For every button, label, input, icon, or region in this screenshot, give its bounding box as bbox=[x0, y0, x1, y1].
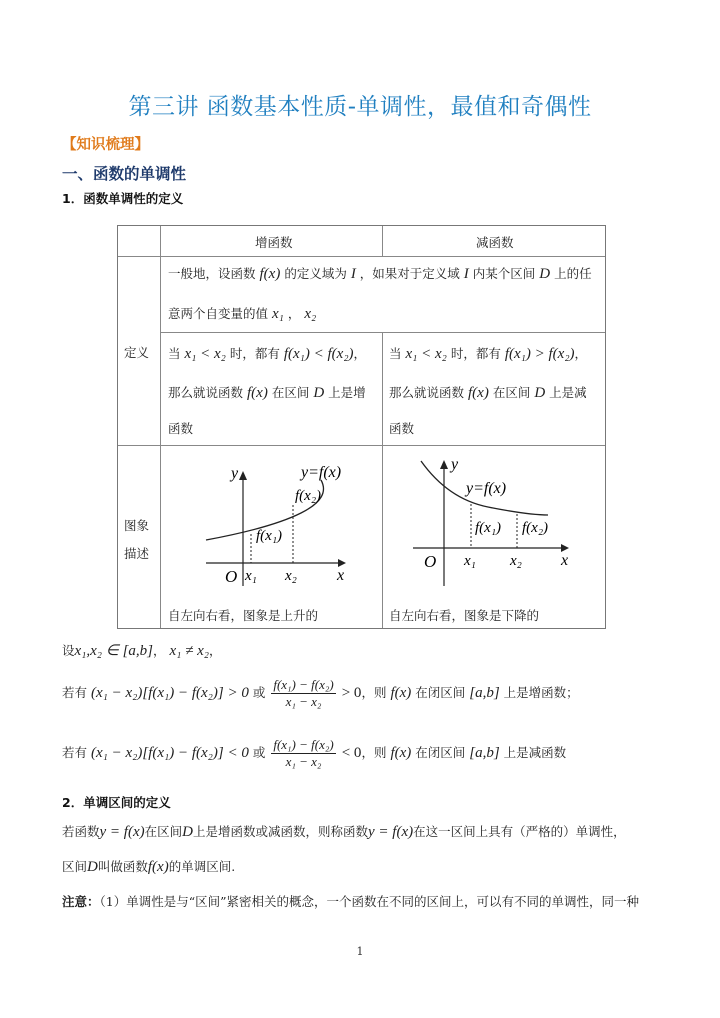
x-axis-arrow-icon bbox=[338, 559, 346, 567]
curve-label: y=f(x) bbox=[301, 464, 342, 481]
inc-conclusion-end: 函数 bbox=[168, 421, 194, 436]
fx1-label: f(x₁) bbox=[256, 528, 283, 544]
interval-line1: 若函数y = f(x)在区间D上是增函数或减函数，则称函数y = f(x)在这一区间上具有（严格的）单调性， bbox=[62, 824, 626, 840]
note-line: 注意：（1）单调性是与“区间”紧密相关的概念，一个函数在不同的区间上，可以有不同的单调性，同一种 bbox=[62, 894, 640, 909]
origin-label: O bbox=[225, 567, 238, 586]
origin-label: O bbox=[424, 552, 437, 571]
page-title: 第三讲 函数基本性质-单调性，最值和奇偶性 bbox=[128, 94, 592, 120]
x-axis-arrow-icon bbox=[561, 544, 569, 552]
note-label: 注意： bbox=[62, 894, 100, 909]
common-definition-line2: 意两个自变量的值 x₁ ， x₂ bbox=[168, 306, 317, 322]
inc-caption: 自左向右看，图象是上升的 bbox=[168, 608, 319, 623]
increasing-graph bbox=[201, 458, 381, 588]
y-label: y bbox=[451, 456, 459, 473]
difference-quotient: $\frac{\text{f(x₁) − f(x₂)}}{\text{x₁ − x₂}}$ bbox=[273, 677, 334, 709]
y-axis-arrow-icon bbox=[440, 460, 448, 469]
common-definition-line1: 一般地，设函数 f(x) 的定义域为 I ，如果对于定义域 I 内某个区间 D 上的任 bbox=[168, 266, 592, 282]
subheading-interval: 2．单调区间的定义 bbox=[62, 795, 171, 810]
page-number: 1 bbox=[356, 945, 364, 958]
fx1-label: f(x₁) bbox=[475, 520, 502, 536]
dec-condition: 当 x₁ < x₂ 时，都有 f(x₁) > f(x₂)， bbox=[389, 346, 588, 362]
definition-table bbox=[117, 225, 606, 629]
decreasing-graph bbox=[408, 451, 598, 586]
fx2-label: f(x₂) bbox=[295, 488, 322, 504]
setup-line: 设x₁,x₂ ∈ [a,b]， x₁ ≠ x₂， bbox=[62, 643, 222, 659]
row-label-definition: 定义 bbox=[124, 345, 150, 360]
header-increasing: 增函数 bbox=[255, 235, 293, 250]
x2-label: x₂ bbox=[285, 568, 297, 584]
interval-line2: 区间D叫做函数f(x)的单调区间. bbox=[62, 859, 236, 875]
heading-monotonicity: 一、函数的单调性 bbox=[62, 165, 187, 183]
difference-quotient: $\frac{\text{f(x₁) − f(x₂)}}{\text{x₁ − x₂}}$ bbox=[273, 737, 334, 769]
curve-label: y=f(x) bbox=[466, 480, 507, 497]
increasing-criterion: 若有 (x₁ − x₂)[f(x₁) − f(x₂)] > 0 或 $\frac{\text{f(x₁) − f(x₂)}}{\text{x₁ − x₂}}$ > 0，则 f(x) 在闭区间 [a,b] 上是增函数； bbox=[62, 677, 579, 709]
subheading-definition: 1．函数单调性的定义 bbox=[62, 191, 184, 206]
x1-label: x₁ bbox=[464, 553, 476, 569]
dec-conclusion-end: 函数 bbox=[389, 421, 415, 436]
y-axis-arrow-icon bbox=[239, 471, 247, 480]
section-tag: 【知识梳理】 bbox=[62, 137, 149, 153]
y-label: y bbox=[231, 465, 239, 482]
dec-conclusion: 那么就说函数 f(x) 在区间 D 上是减 bbox=[389, 385, 587, 401]
fx2-label: f(x₂) bbox=[522, 520, 549, 536]
row-label-graph-1: 图象 bbox=[124, 518, 150, 533]
row-label-graph-2: 描述 bbox=[124, 546, 150, 561]
x1-label: x₁ bbox=[245, 568, 257, 584]
dec-caption: 自左向右看，图象是下降的 bbox=[389, 608, 540, 623]
x2-label: x₂ bbox=[510, 553, 522, 569]
inc-conclusion: 那么就说函数 f(x) 在区间 D 上是增 bbox=[168, 385, 366, 401]
inc-condition: 当 x₁ < x₂ 时，都有 f(x₁) < f(x₂)， bbox=[168, 346, 367, 362]
x-label: x bbox=[561, 552, 569, 569]
decreasing-criterion: 若有 (x₁ − x₂)[f(x₁) − f(x₂)] < 0 或 $\frac{\text{f(x₁) − f(x₂)}}{\text{x₁ − x₂}}$ < 0，则 f(x) 在闭区间 [a,b] 上是减函数 bbox=[62, 737, 567, 769]
x-label: x bbox=[337, 567, 345, 584]
header-decreasing: 减函数 bbox=[476, 235, 514, 250]
